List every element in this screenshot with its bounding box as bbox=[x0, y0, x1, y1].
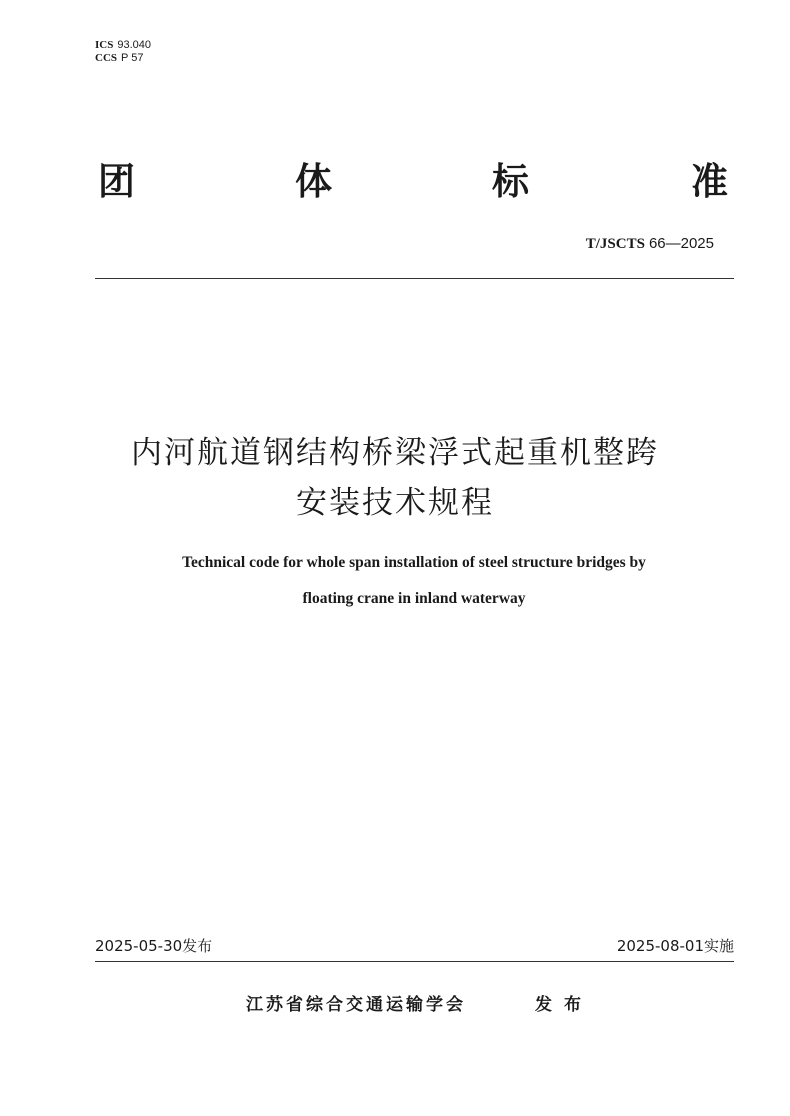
heading-char-1: 团 bbox=[98, 160, 135, 203]
implement-date: 2025-08-01实施 bbox=[616, 937, 734, 955]
standard-prefix: T/JSCTS bbox=[585, 236, 645, 252]
heading-char-3: 标 bbox=[492, 160, 529, 203]
publish-date: 2025-05-30发布 bbox=[95, 937, 213, 955]
en-title-line-1: Technical code for whole span installation of steel structure bridges by bbox=[182, 554, 646, 571]
cn-title-line-1: 内河航道钢结构桥梁浮式起重机整跨 bbox=[131, 435, 659, 471]
ics-code bbox=[95, 38, 151, 52]
standard-number bbox=[586, 233, 714, 254]
bottom-divider bbox=[95, 961, 734, 962]
en-title-line-2: floating crane in inland waterway bbox=[302, 590, 526, 607]
cn-title-line-2: 安装技术规程 bbox=[296, 485, 494, 521]
ccs-value: P 57 bbox=[121, 52, 144, 64]
ics-label: ICS bbox=[95, 39, 114, 51]
top-divider bbox=[95, 278, 734, 279]
publisher-name: 江苏省综合交通运输学会 bbox=[246, 995, 466, 1015]
heading-char-4: 准 bbox=[691, 160, 728, 203]
heading-char-2: 体 bbox=[295, 160, 332, 203]
ccs-code bbox=[95, 51, 143, 65]
standard-num: 66—2025 bbox=[648, 235, 714, 252]
ics-value: 93.040 bbox=[117, 39, 151, 51]
publish-action: 发布 bbox=[535, 995, 593, 1015]
ccs-label: CCS bbox=[95, 52, 118, 64]
